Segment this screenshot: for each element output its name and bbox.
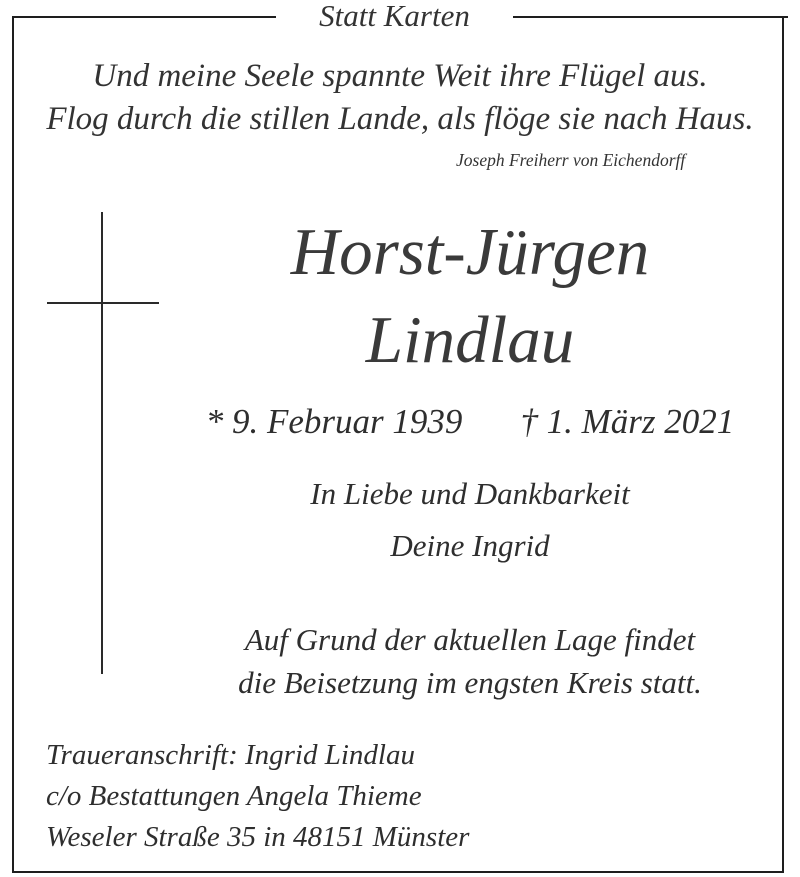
notice-line-1: Auf Grund der aktuellen Lage findet: [244, 622, 696, 657]
dedication: [180, 468, 760, 572]
notice-line-2: die Beisetzung im engsten Kreis statt.: [238, 665, 702, 700]
frame-top-line-right: [513, 16, 788, 18]
cross-icon-vertical: [101, 212, 103, 674]
frame-top-line-left: [12, 16, 276, 18]
address-line-1: Traueranschrift: Ingrid Lindlau: [46, 739, 415, 771]
deceased-first-name: Horst-Jürgen: [290, 215, 650, 289]
cross-icon-horizontal: [47, 302, 159, 304]
dedication-line-1: In Liebe und Dankbarkeit: [310, 476, 630, 511]
header-title: Statt Karten: [319, 0, 470, 33]
deceased-name: [180, 208, 760, 384]
funeral-notice: [180, 618, 760, 704]
dedication-signature: Deine Ingrid: [390, 528, 550, 563]
mourning-address: [46, 735, 469, 858]
birth-date: * 9. Februar 1939: [205, 402, 463, 441]
address-line-2: c/o Bestattungen Angela Thieme: [46, 780, 422, 812]
quote-attribution: Joseph Freiherr von Eichendorff: [456, 150, 686, 170]
life-dates: [180, 402, 760, 442]
quote-line-1: Und meine Seele spannte Weit ihre Flügel aus.: [92, 58, 708, 94]
quote-line-2: Flog durch die stillen Lande, als flöge sie nach Haus.: [46, 101, 754, 137]
deceased-last-name: Lindlau: [365, 303, 575, 377]
address-line-3: Weseler Straße 35 in 48151 Münster: [46, 821, 470, 853]
poem-quote: [0, 55, 800, 141]
death-date: † 1. März 2021: [520, 402, 735, 441]
